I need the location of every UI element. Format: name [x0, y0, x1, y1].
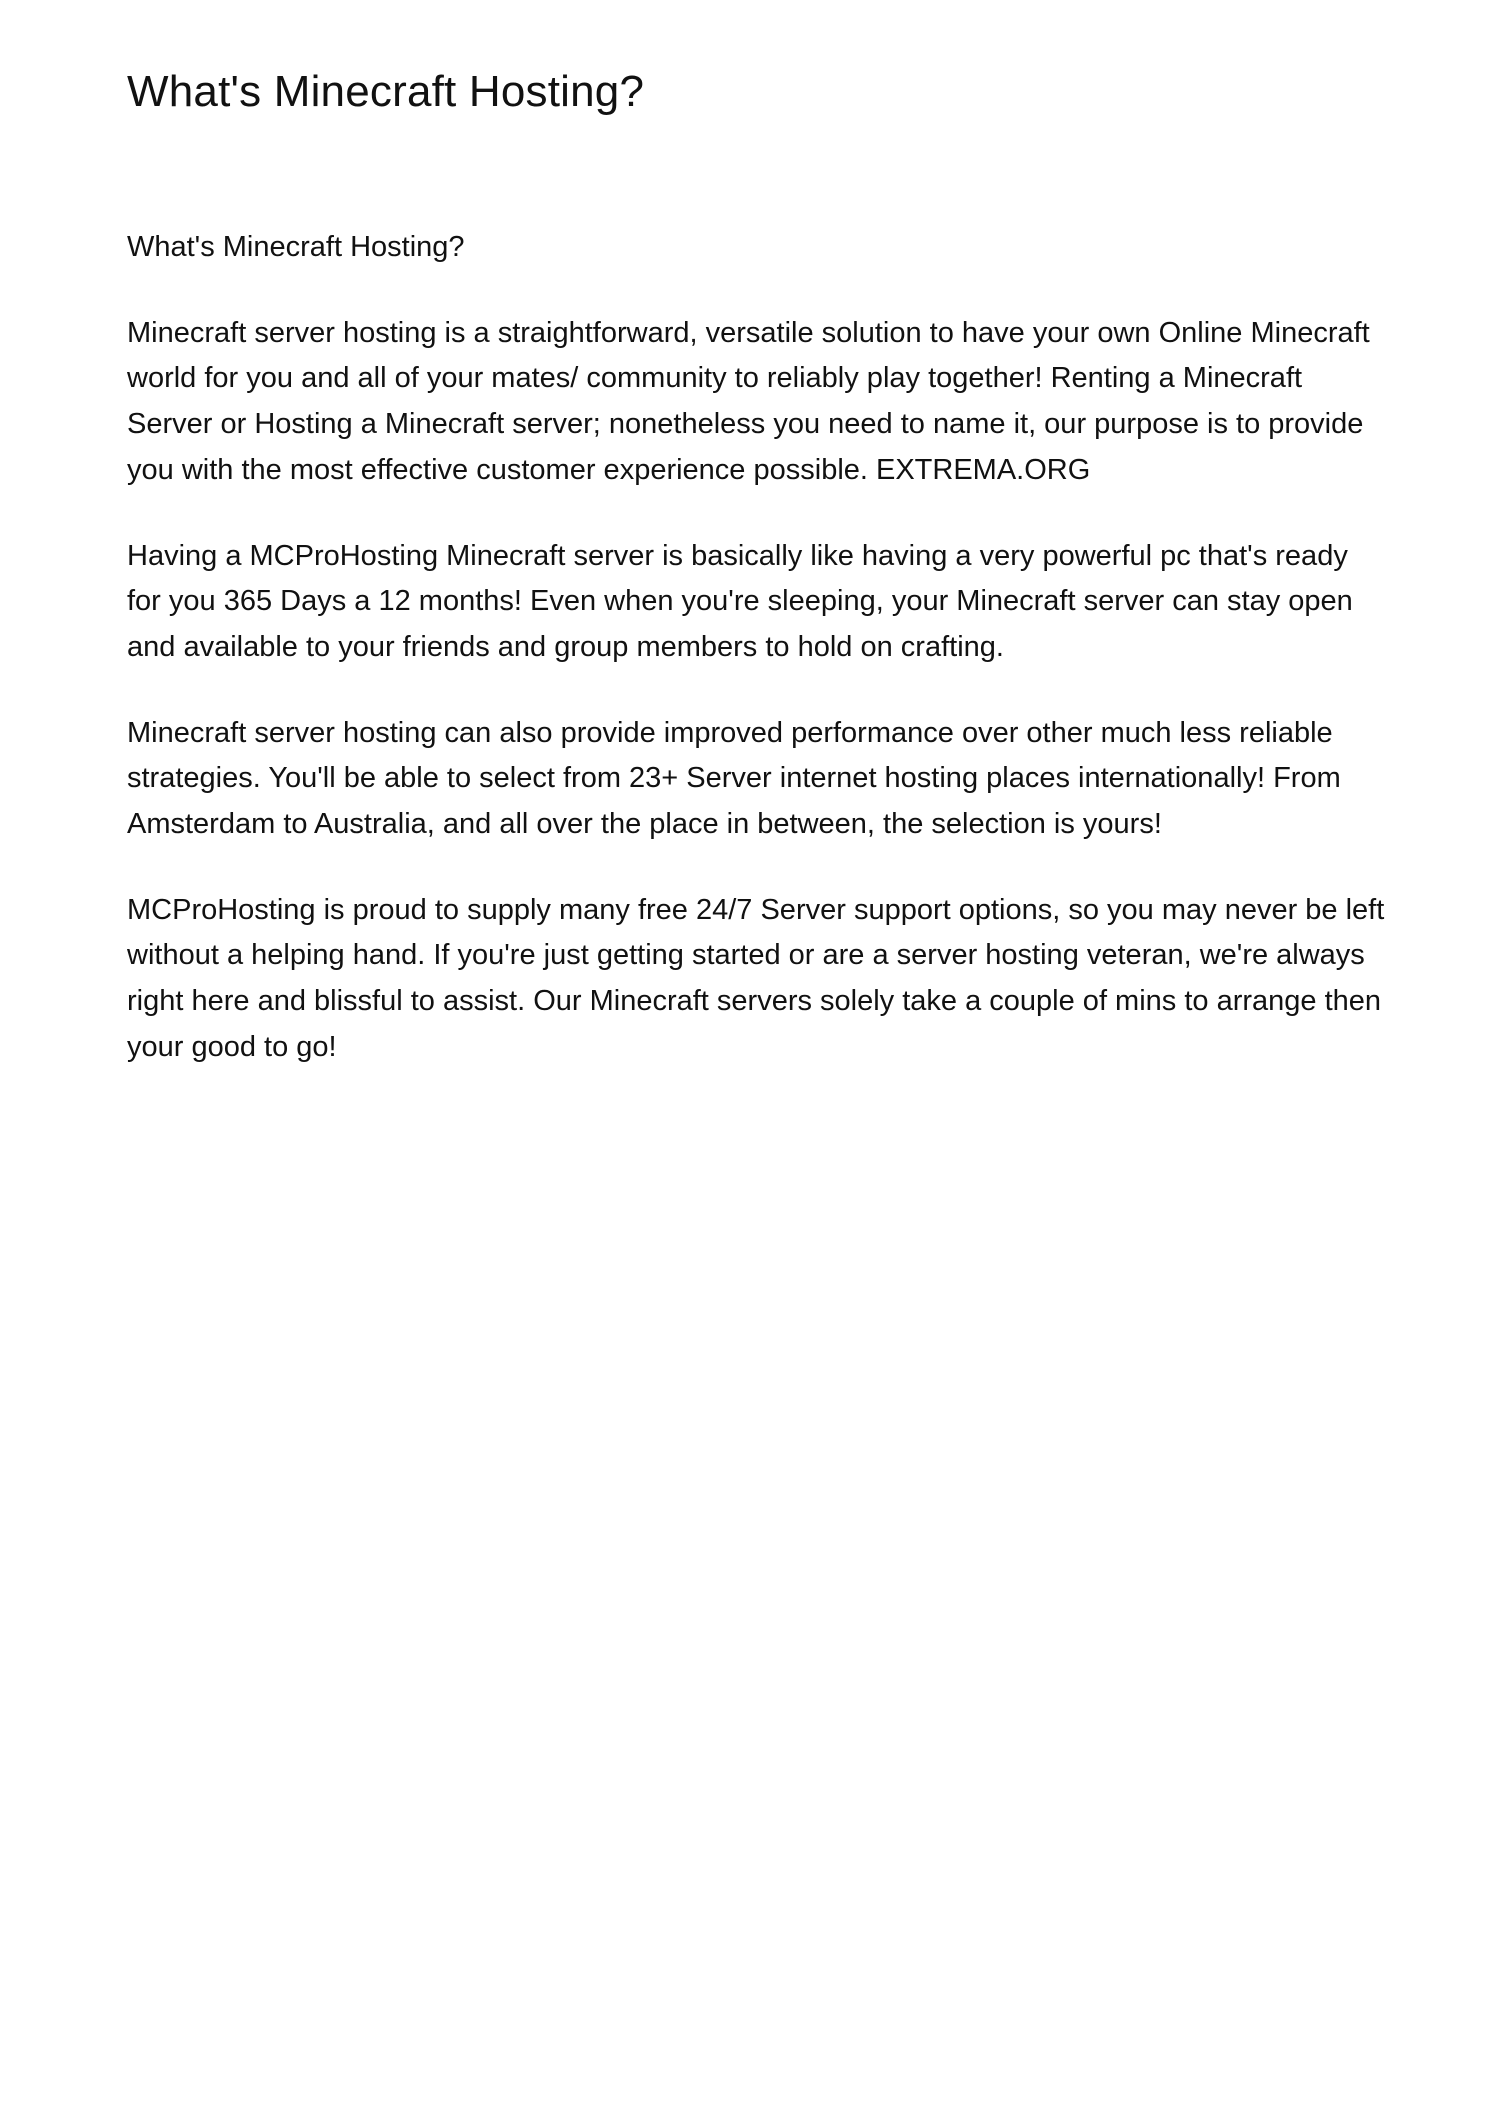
paragraph-performance-locations: Minecraft server hosting can also provide improved performance over other much less reliable strategies. You'll be able to select from 23+ Server internet hosting places internationally! From Amsterdam to Australia, and all over the place in between, the selection is yours! [127, 716, 1341, 841]
paragraph-support: MCProHosting is proud to supply many free 24/7 Server support options, so you may never be left without a helping hand. If you're just getting started or are a server hosting veteran, we're always right here and blissful to assist. Our Minecraft servers solely take a couple of mins to arrange then your good to go! [127, 893, 1385, 1063]
paragraph-server-availability: Having a MCProHosting Minecraft server is basically like having a very powerful pc that's ready for you 365 Days a 12 months! Even when you're sleeping, your Minecraft server can stay open and available to your friends and group members to hold on crafting. [127, 539, 1353, 663]
page-title: What's Minecraft Hosting? [127, 67, 645, 116]
document-subtitle: What's Minecraft Hosting? [127, 231, 465, 263]
paragraph-intro: Minecraft server hosting is a straightforward, versatile solution to have your own Online Minecraft world for you and all of your mates/ community to reliably play together! Renting a Minecraft Server or Hosting a Minecraft server; nonetheless you need to name it, our purpose is to provide you with the most effective customer experience possible. EXTREMA.ORG [127, 316, 1370, 486]
document-page [127, 62, 1387, 1071]
